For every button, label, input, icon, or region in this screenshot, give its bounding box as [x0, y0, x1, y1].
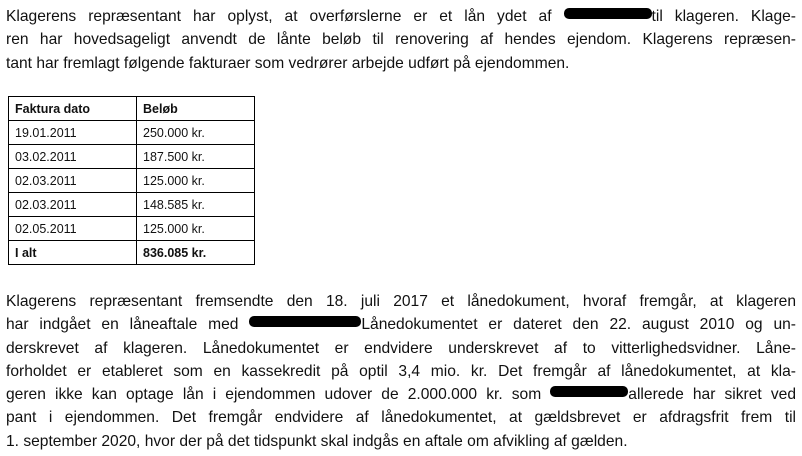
table-row: [9, 121, 255, 145]
column-header-amount: Beløb: [137, 97, 255, 121]
cell-date: 03.02.2011: [9, 145, 137, 169]
cell-date: 02.05.2011: [9, 217, 137, 241]
text-line: [6, 360, 796, 383]
text-segment: tant har fremlagt følgende fakturaer som vedrører arbejde udført på ejendommen.: [6, 54, 570, 72]
cell-amount: 148.585 kr.: [137, 193, 255, 217]
text-line: [6, 5, 796, 28]
text-line: [6, 290, 796, 313]
text-line: [6, 313, 796, 336]
cell-date: 19.01.2011: [9, 121, 137, 145]
total-amount: 836.085 kr.: [137, 241, 255, 265]
total-label: I alt: [9, 241, 137, 265]
cell-amount: 250.000 kr.: [137, 121, 255, 145]
table-header-row: [9, 97, 255, 121]
cell-amount: 125.000 kr.: [137, 169, 255, 193]
text-segment: har indgået en låneaftale med: [6, 316, 250, 334]
cell-date: 02.03.2011: [9, 193, 137, 217]
text-line: [6, 52, 796, 75]
cell-amount: 187.500 kr.: [137, 145, 255, 169]
table-row: [9, 145, 255, 169]
column-header-date: Faktura dato: [9, 97, 137, 121]
text-line: [6, 28, 796, 51]
text-segment: forholdet er etableret som en kassekredit på optil 3,4 mio. kr. Det fremgår af lånedokumentet, at kla-: [6, 362, 796, 380]
text-line: [6, 337, 796, 360]
table-row: [9, 193, 255, 217]
text-segment: ren har hovedsageligt anvendt de lånte beløb til renovering af hendes ejendom. Klagerens repræsen-: [6, 31, 796, 49]
text-segment: derskrevet af klageren. Lånedokumentet er endvidere underskrevet af to vitterlighedsvidner. Låne-: [6, 339, 796, 357]
table-total-row: [9, 241, 255, 265]
text-segment: Lånedokumentet er dateret den 22. august 2010 og un-: [361, 316, 796, 334]
text-line: [6, 406, 796, 429]
text-segment: til klageren. Klage-: [651, 8, 797, 25]
cell-amount: 125.000 kr.: [137, 217, 255, 241]
redaction-mark: [564, 8, 652, 19]
text-segment: Klagerens repræsentant har oplyst, at overførslerne er et lån ydet af: [6, 8, 564, 25]
text-segment: 1. september 2020, hvor der på det tidspunkt skal indgås en aftale om afvikling af gælden.: [6, 432, 628, 450]
table-row: [9, 217, 255, 241]
redaction-mark: [249, 316, 361, 327]
text-segment: geren ikke kan optage lån i ejendommen udover de 2.000.000 kr. som: [6, 386, 551, 404]
text-segment: allerede har sikret ved: [628, 386, 796, 404]
redaction-mark: [550, 386, 628, 397]
text-line: [6, 430, 796, 453]
text-line: [6, 383, 796, 406]
table-row: [9, 169, 255, 193]
text-segment: Klagerens repræsentant fremsendte den 18. juli 2017 et lånedokument, hvoraf fremgår, at klageren: [6, 293, 796, 310]
paragraph-loan-document: [6, 290, 796, 453]
text-segment: pant i ejendommen. Det fremgår endvidere af lånedokumentet, at gældsbrevet er afdragsfrit frem til: [6, 409, 796, 427]
paragraph-intro: [6, 5, 796, 75]
cell-date: 02.03.2011: [9, 169, 137, 193]
invoice-table: [8, 96, 255, 265]
